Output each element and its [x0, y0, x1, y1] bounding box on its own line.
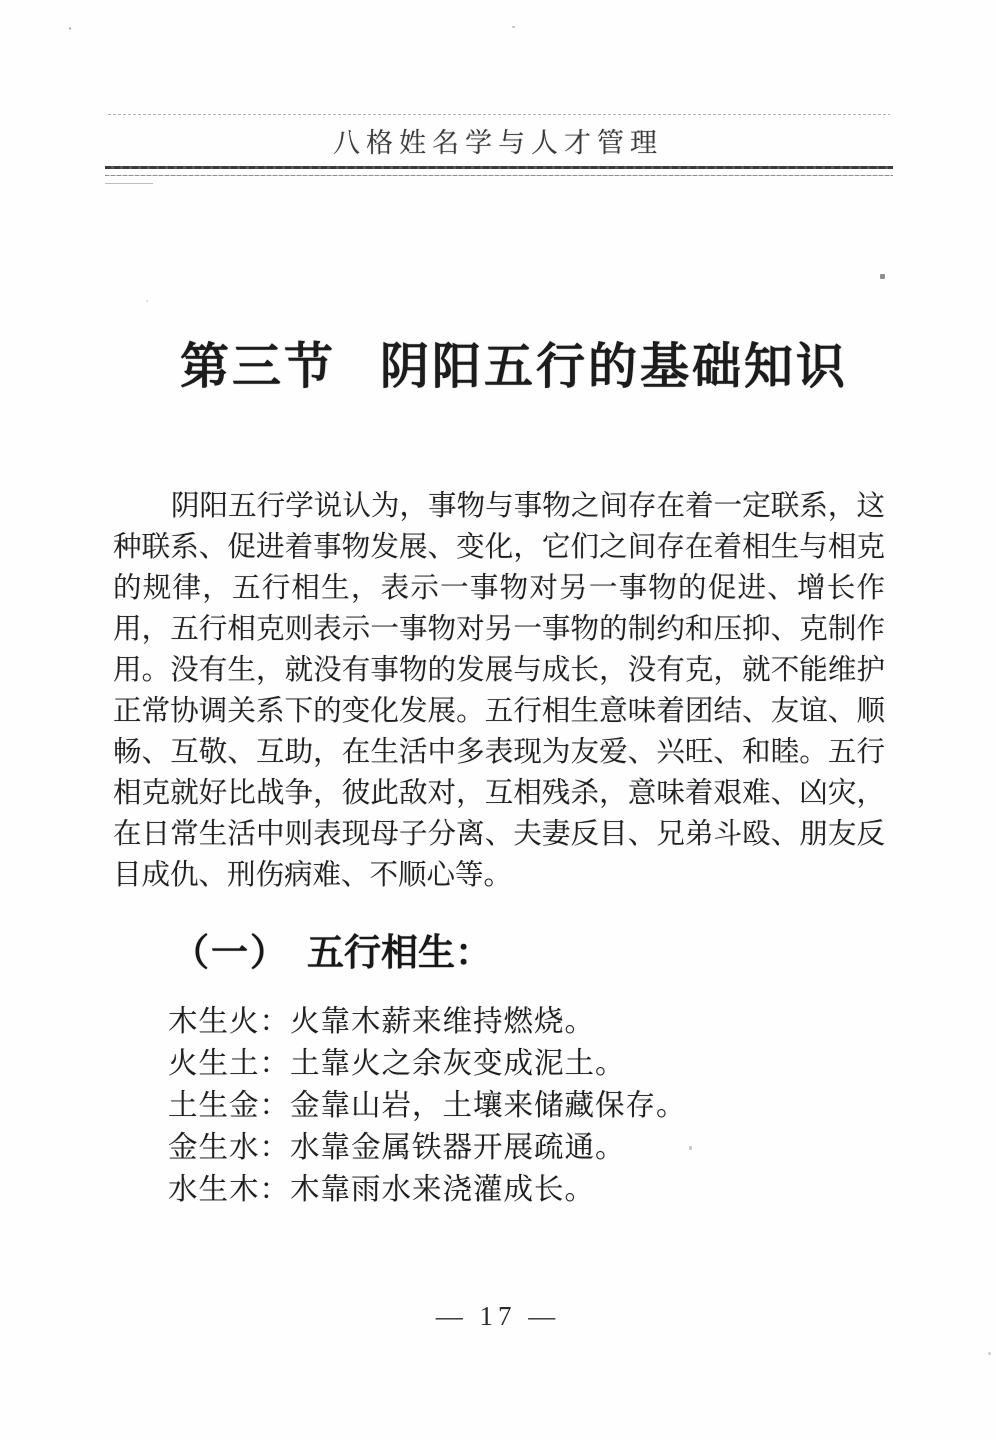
five-elements-list: [168, 1001, 728, 1211]
section-title: [180, 328, 848, 398]
header-divider-stub: [105, 183, 153, 184]
list-item: 土生金：金靠山岩，土壤来储藏保存。: [168, 1090, 687, 1122]
scan-speck: [512, 26, 515, 28]
subsection-title: 五行相生：: [307, 933, 492, 974]
subsection-heading: [172, 922, 492, 976]
list-item: 火生土：土靠火之余灰变成泥土。: [168, 1048, 626, 1080]
paragraph-line: 用，五行相克则表示一事物对另一事物的制约和压抑、克制作: [113, 614, 885, 645]
paragraph-line: 阴阳五行学说认为，事物与事物之间存在着一定联系，这: [171, 491, 885, 522]
header-divider-light: [105, 175, 893, 176]
paragraph-line: 正常协调关系下的变化发展。五行相生意味着团结、友谊、顺: [113, 696, 885, 727]
scan-speck: [689, 1146, 692, 1150]
paragraph-line: 在日常生活中则表现母子分离、夫妻反目、兄弟斗殴、朋友反: [113, 819, 885, 850]
paragraph-line: 种联系、促进着事物发展、变化，它们之间存在着相生与相克: [113, 532, 885, 563]
paragraph-line: 畅、互敬、互助，在生活中多表现为友爱、兴旺、和睦。五行: [113, 737, 885, 768]
scan-speck: [988, 1352, 991, 1355]
running-header: 八格姓名学与人才管理: [333, 128, 663, 158]
section-title-text: 阴阳五行的基础知识: [380, 339, 849, 394]
list-item: 金生水：水靠金属铁器开展疏通。: [168, 1132, 626, 1164]
scan-speck: [69, 27, 71, 30]
list-item: 水生木：木靠雨水来浇灌成长。: [168, 1174, 596, 1206]
paragraph-line: 相克就好比战争，彼此敌对，互相残杀，意味着艰难、凶灾，: [113, 778, 885, 809]
paragraph-line: 目成仇、刑伤病难、不顺心等。: [113, 860, 513, 891]
scan-speck: [146, 300, 148, 302]
paragraph-line: 的规律，五行相生，表示一事物对另一事物的促进、增长作: [113, 573, 885, 604]
subsection-index: （一）: [172, 933, 289, 974]
header-top-rule: [108, 114, 890, 115]
list-item: 木生火：火靠木薪来维持燃烧。: [168, 1006, 596, 1038]
page-number: — 17 —: [435, 1301, 561, 1331]
paragraph-line: 用。没有生，就没有事物的发展与成长，没有克，就不能维护: [113, 655, 885, 686]
scan-speck: [880, 274, 885, 279]
section-number: 第三节: [180, 339, 337, 394]
header-divider-heavy: [105, 166, 893, 169]
body-paragraph: [113, 486, 885, 896]
